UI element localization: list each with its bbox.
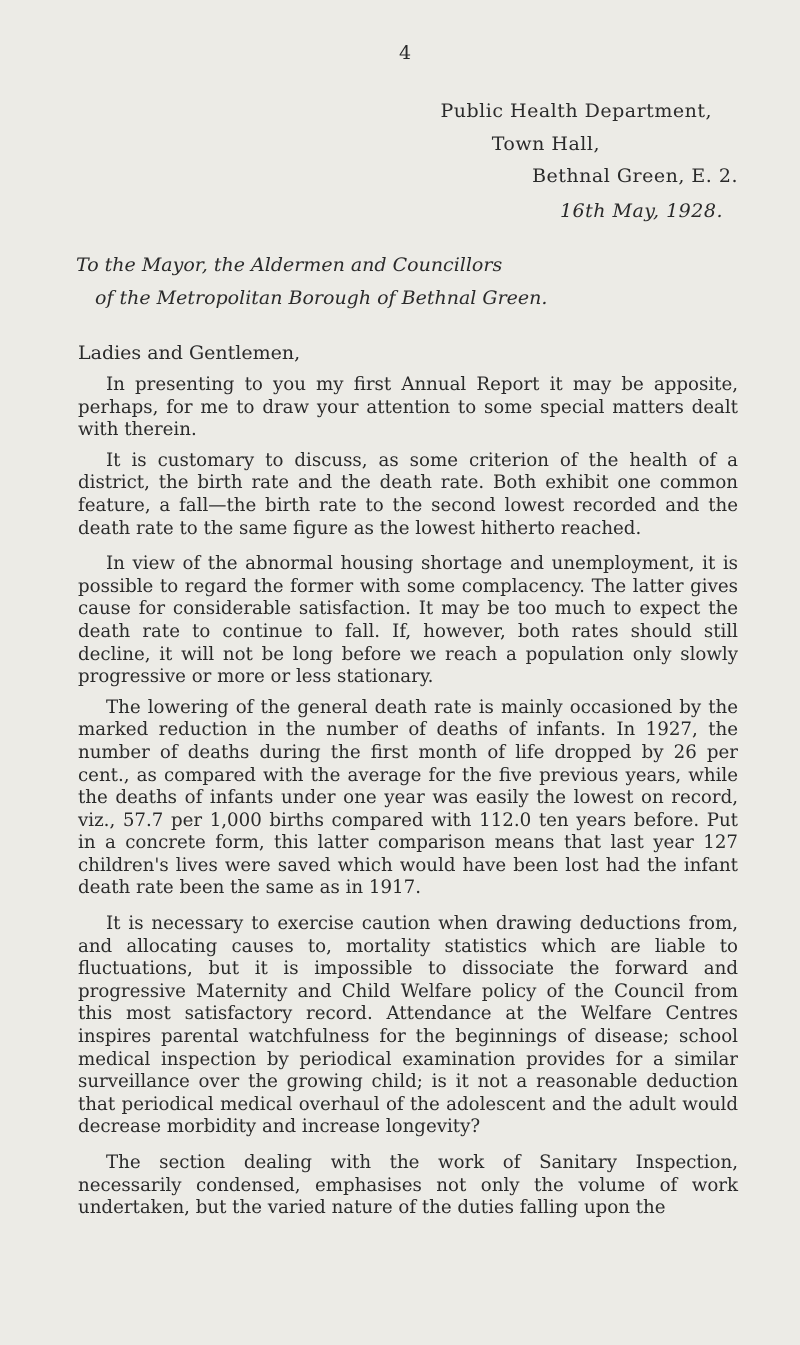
paragraph: In presenting to you my first Annual Report it may be apposite, perhaps, for me to draw your attention to some special matters dealt with therein.	[78, 374, 738, 441]
recipient-line-1: To the Mayor, the Aldermen and Councillors	[76, 254, 503, 276]
letter-date: 16th May, 1928.	[559, 200, 723, 222]
paragraph: The section dealing with the work of Sanitary Inspection, necessarily condensed, emphasises not only the volume of work undertaken, but the varied nature of the duties falling upon the	[78, 1152, 738, 1219]
address-town-hall: Town Hall,	[491, 133, 600, 155]
page-number: 4	[398, 42, 412, 64]
letter-body	[78, 374, 738, 1233]
paragraph: The lowering of the general death rate is mainly occasioned by the marked reduction in the number of deaths of infants. In 1927, the number of deaths during the first month of life dropped by 26 per cent., as compared with the average for the five previous years, while the deaths of infants under one year was easily the lowest on record, viz., 57.7 per 1,000 births compared with 112.0 ten years before. Put in a concrete form, this latter comparison means that last year 127 children's lives were saved which would have been lost had the infant death rate been the same as in 1917.	[78, 696, 738, 899]
paragraph: It is customary to discuss, as some criterion of the health of a district, the birth rate and the death rate. Both exhibit one common feature, a fall—the birth rate to the second lowest recorded and the death rate to the same figure as the lowest hitherto reached.	[78, 449, 738, 539]
address-district: Bethnal Green, E. 2.	[532, 165, 738, 187]
paragraph: It is necessary to exercise caution when drawing deductions from, and allocating causes to, mortality statistics which are liable to fluctuations, but it is impossible to dissociate the forward and progressive Maternity and Child Welfare policy of the Council from this most satisfactory record. Attendance at the Welfare Centres inspires parental watchfulness for the beginnings of disease; school medical inspection by periodical examination provides for a similar surveillance over the growing child; is it not a reasonable deduction that periodical medical overhaul of the adolescent and the adult would decrease morbidity and increase longevity?	[78, 913, 738, 1138]
recipient-line-2: of the Metropolitan Borough of Bethnal Green.	[95, 287, 548, 309]
greeting: Ladies and Gentlemen,	[78, 342, 301, 364]
recipient-block	[76, 249, 547, 315]
paragraph: In view of the abnormal housing shortage and unemployment, it is possible to regard the former with some complacency. The latter gives cause for considerable satisfaction. It may be too much to expect the death rate to continue to fall. If, however, both rates should still decline, it will not be long before we reach a population only slowly progressive or more or less stationary.	[78, 553, 738, 688]
address-department: Public Health Department,	[440, 100, 712, 122]
